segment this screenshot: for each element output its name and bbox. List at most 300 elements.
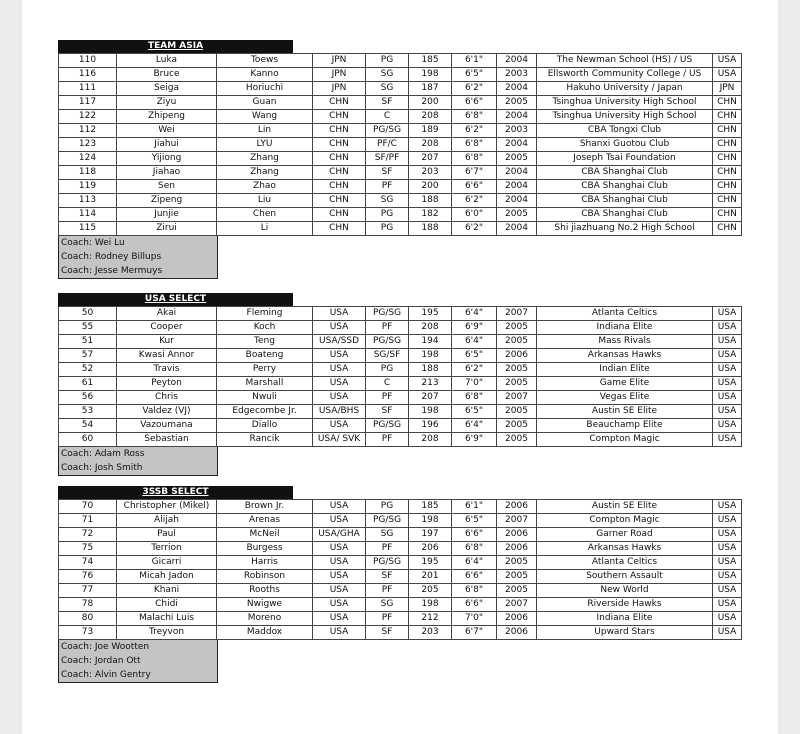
cell-position: PG xyxy=(366,54,409,68)
cell-country: USA xyxy=(713,363,742,377)
cell-height-ft: 6'8" xyxy=(452,391,497,405)
cell-height-ft: 6'6" xyxy=(452,528,497,542)
cell-number: 77 xyxy=(59,584,117,598)
cell-school-club: Mass Rivals xyxy=(537,335,713,349)
cell-nationality: USA xyxy=(313,612,366,626)
cell-height-cm: 200 xyxy=(409,96,452,110)
cell-nationality: JPN xyxy=(313,68,366,82)
table-row xyxy=(59,391,742,405)
cell-country: USA xyxy=(713,307,742,321)
cell-first-name: Peyton xyxy=(117,377,217,391)
cell-nationality: USA xyxy=(313,598,366,612)
cell-country: USA xyxy=(713,626,742,640)
cell-position: PG/SG xyxy=(366,419,409,433)
coaches-box xyxy=(58,236,218,279)
cell-last-name: Guan xyxy=(217,96,313,110)
cell-country: USA xyxy=(713,405,742,419)
cell-position: PF xyxy=(366,180,409,194)
cell-height-ft: 6'2" xyxy=(452,82,497,96)
cell-position: PF xyxy=(366,584,409,598)
cell-birth-year: 2006 xyxy=(497,626,537,640)
cell-school-club: Beauchamp Elite xyxy=(537,419,713,433)
cell-nationality: USA/SSD xyxy=(313,335,366,349)
cell-height-ft: 6'6" xyxy=(452,598,497,612)
cell-position: SG xyxy=(366,68,409,82)
cell-birth-year: 2003 xyxy=(497,124,537,138)
cell-first-name: Malachi Luis xyxy=(117,612,217,626)
cell-height-ft: 6'5" xyxy=(452,349,497,363)
cell-first-name: Travis xyxy=(117,363,217,377)
cell-nationality: USA xyxy=(313,500,366,514)
cell-school-club: Arkansas Hawks xyxy=(537,349,713,363)
cell-last-name: Kanno xyxy=(217,68,313,82)
cell-first-name: Kwasi Annor xyxy=(117,349,217,363)
cell-birth-year: 2005 xyxy=(497,152,537,166)
cell-number: 71 xyxy=(59,514,117,528)
cell-first-name: Gicarri xyxy=(117,556,217,570)
cell-height-ft: 6'7" xyxy=(452,166,497,180)
cell-school-club: Indiana Elite xyxy=(537,612,713,626)
cell-last-name: Chen xyxy=(217,208,313,222)
cell-position: SF xyxy=(366,405,409,419)
cell-country: USA xyxy=(713,584,742,598)
coach-line: Coach: Adam Ross xyxy=(61,449,145,459)
table-row xyxy=(59,349,742,363)
cell-height-cm: 188 xyxy=(409,222,452,236)
cell-first-name: Kur xyxy=(117,335,217,349)
cell-nationality: USA/BHS xyxy=(313,405,366,419)
cell-height-cm: 203 xyxy=(409,626,452,640)
cell-country: CHN xyxy=(713,138,742,152)
cell-height-cm: 198 xyxy=(409,514,452,528)
cell-birth-year: 2005 xyxy=(497,321,537,335)
cell-number: 50 xyxy=(59,307,117,321)
cell-nationality: USA xyxy=(313,377,366,391)
cell-height-ft: 6'7" xyxy=(452,626,497,640)
table-row xyxy=(59,528,742,542)
cell-school-club: Compton Magic xyxy=(537,433,713,447)
cell-birth-year: 2005 xyxy=(497,556,537,570)
cell-height-ft: 6'9" xyxy=(452,321,497,335)
table-row xyxy=(59,110,742,124)
cell-country: USA xyxy=(713,391,742,405)
roster-sheet xyxy=(22,0,778,734)
table-row xyxy=(59,377,742,391)
cell-last-name: Rancik xyxy=(217,433,313,447)
cell-height-cm: 212 xyxy=(409,612,452,626)
cell-number: 111 xyxy=(59,82,117,96)
cell-number: 76 xyxy=(59,570,117,584)
cell-birth-year: 2005 xyxy=(497,208,537,222)
cell-height-ft: 6'8" xyxy=(452,152,497,166)
cell-school-club: CBA Shanghai Club xyxy=(537,180,713,194)
cell-last-name: Zhang xyxy=(217,166,313,180)
cell-school-club: Riverside Hawks xyxy=(537,598,713,612)
cell-last-name: Fleming xyxy=(217,307,313,321)
cell-birth-year: 2005 xyxy=(497,584,537,598)
roster-table xyxy=(58,499,742,640)
cell-height-ft: 6'2" xyxy=(452,222,497,236)
cell-nationality: USA xyxy=(313,349,366,363)
cell-country: CHN xyxy=(713,222,742,236)
cell-first-name: Khani xyxy=(117,584,217,598)
cell-number: 53 xyxy=(59,405,117,419)
cell-height-ft: 6'4" xyxy=(452,419,497,433)
cell-height-cm: 197 xyxy=(409,528,452,542)
cell-country: CHN xyxy=(713,180,742,194)
cell-last-name: Liu xyxy=(217,194,313,208)
cell-nationality: USA/ SVK xyxy=(313,433,366,447)
cell-first-name: Treyvon xyxy=(117,626,217,640)
cell-last-name: Nwuli xyxy=(217,391,313,405)
cell-school-club: Arkansas Hawks xyxy=(537,542,713,556)
cell-position: PF xyxy=(366,391,409,405)
cell-first-name: Ziyu xyxy=(117,96,217,110)
cell-school-club: New World xyxy=(537,584,713,598)
cell-first-name: Seiga xyxy=(117,82,217,96)
cell-height-cm: 213 xyxy=(409,377,452,391)
cell-first-name: Akai xyxy=(117,307,217,321)
table-row xyxy=(59,321,742,335)
cell-country: USA xyxy=(713,349,742,363)
cell-number: 117 xyxy=(59,96,117,110)
cell-number: 115 xyxy=(59,222,117,236)
cell-last-name: Brown Jr. xyxy=(217,500,313,514)
cell-number: 55 xyxy=(59,321,117,335)
cell-position: PG/SG xyxy=(366,335,409,349)
cell-birth-year: 2005 xyxy=(497,96,537,110)
cell-birth-year: 2005 xyxy=(497,419,537,433)
cell-country: USA xyxy=(713,54,742,68)
cell-birth-year: 2004 xyxy=(497,180,537,194)
cell-nationality: USA xyxy=(313,570,366,584)
table-row xyxy=(59,556,742,570)
cell-first-name: Paul xyxy=(117,528,217,542)
cell-first-name: Alijah xyxy=(117,514,217,528)
cell-first-name: Sen xyxy=(117,180,217,194)
cell-nationality: JPN xyxy=(313,82,366,96)
cell-number: 118 xyxy=(59,166,117,180)
cell-height-cm: 205 xyxy=(409,584,452,598)
cell-school-club: Joseph Tsai Foundation xyxy=(537,152,713,166)
cell-country: CHN xyxy=(713,194,742,208)
cell-position: SG xyxy=(366,598,409,612)
cell-nationality: CHN xyxy=(313,208,366,222)
cell-nationality: CHN xyxy=(313,180,366,194)
cell-country: CHN xyxy=(713,110,742,124)
cell-height-ft: 6'2" xyxy=(452,124,497,138)
cell-first-name: Vazoumana xyxy=(117,419,217,433)
cell-number: 114 xyxy=(59,208,117,222)
cell-school-club: Shi jiazhuang No.2 High School xyxy=(537,222,713,236)
cell-number: 113 xyxy=(59,194,117,208)
cell-country: USA xyxy=(713,419,742,433)
cell-last-name: Zhao xyxy=(217,180,313,194)
cell-height-cm: 196 xyxy=(409,419,452,433)
cell-school-club: CBA Shanghai Club xyxy=(537,208,713,222)
cell-first-name: Zirui xyxy=(117,222,217,236)
cell-nationality: USA xyxy=(313,556,366,570)
cell-height-cm: 201 xyxy=(409,570,452,584)
cell-school-club: Shanxi Guotou Club xyxy=(537,138,713,152)
cell-birth-year: 2004 xyxy=(497,138,537,152)
table-row xyxy=(59,152,742,166)
table-row xyxy=(59,612,742,626)
cell-birth-year: 2007 xyxy=(497,391,537,405)
cell-first-name: Junjie xyxy=(117,208,217,222)
cell-number: 122 xyxy=(59,110,117,124)
cell-position: PG/SG xyxy=(366,124,409,138)
cell-country: USA xyxy=(713,528,742,542)
cell-height-ft: 6'2" xyxy=(452,363,497,377)
cell-height-ft: 6'5" xyxy=(452,514,497,528)
cell-position: PG xyxy=(366,500,409,514)
cell-last-name: LYU xyxy=(217,138,313,152)
cell-country: CHN xyxy=(713,166,742,180)
table-row xyxy=(59,433,742,447)
cell-position: PG xyxy=(366,222,409,236)
cell-number: 72 xyxy=(59,528,117,542)
cell-last-name: Burgess xyxy=(217,542,313,556)
cell-number: 119 xyxy=(59,180,117,194)
cell-nationality: USA xyxy=(313,321,366,335)
table-row xyxy=(59,419,742,433)
table-row xyxy=(59,584,742,598)
cell-position: PF xyxy=(366,433,409,447)
cell-birth-year: 2004 xyxy=(497,166,537,180)
cell-school-club: Ellsworth Community College / US xyxy=(537,68,713,82)
cell-school-club: Indiana Elite xyxy=(537,321,713,335)
cell-country: USA xyxy=(713,542,742,556)
cell-school-club: Vegas Elite xyxy=(537,391,713,405)
cell-school-club: The Newman School (HS) / US xyxy=(537,54,713,68)
table-row xyxy=(59,68,742,82)
cell-last-name: Marshall xyxy=(217,377,313,391)
cell-height-cm: 185 xyxy=(409,54,452,68)
cell-nationality: CHN xyxy=(313,138,366,152)
roster-table xyxy=(58,306,742,447)
cell-last-name: Li xyxy=(217,222,313,236)
section-title: USA SELECT xyxy=(144,294,207,304)
cell-nationality: CHN xyxy=(313,222,366,236)
table-row xyxy=(59,180,742,194)
table-row xyxy=(59,124,742,138)
cell-first-name: Luka xyxy=(117,54,217,68)
cell-last-name: Lin xyxy=(217,124,313,138)
cell-country: USA xyxy=(713,68,742,82)
cell-school-club: Game Elite xyxy=(537,377,713,391)
cell-first-name: Valdez (VJ) xyxy=(117,405,217,419)
cell-height-cm: 208 xyxy=(409,138,452,152)
cell-school-club: Upward Stars xyxy=(537,626,713,640)
cell-last-name: Diallo xyxy=(217,419,313,433)
team-asia-section xyxy=(58,40,742,279)
cell-birth-year: 2004 xyxy=(497,110,537,124)
cell-last-name: Wang xyxy=(217,110,313,124)
cell-height-cm: 198 xyxy=(409,68,452,82)
cell-birth-year: 2004 xyxy=(497,82,537,96)
cell-height-cm: 200 xyxy=(409,180,452,194)
cell-last-name: Zhang xyxy=(217,152,313,166)
cell-height-cm: 203 xyxy=(409,166,452,180)
cell-position: PG xyxy=(366,208,409,222)
cell-country: USA xyxy=(713,570,742,584)
cell-first-name: Wei xyxy=(117,124,217,138)
cell-height-cm: 195 xyxy=(409,556,452,570)
cell-position: PF xyxy=(366,612,409,626)
cell-position: PG xyxy=(366,363,409,377)
table-row xyxy=(59,138,742,152)
cell-birth-year: 2004 xyxy=(497,222,537,236)
table-row xyxy=(59,96,742,110)
cell-height-ft: 6'8" xyxy=(452,138,497,152)
cell-height-ft: 6'4" xyxy=(452,556,497,570)
cell-last-name: Boateng xyxy=(217,349,313,363)
cell-height-ft: 6'0" xyxy=(452,208,497,222)
cell-birth-year: 2006 xyxy=(497,528,537,542)
cell-nationality: CHN xyxy=(313,110,366,124)
cell-school-club: CBA Shanghai Club xyxy=(537,166,713,180)
cell-country: USA xyxy=(713,335,742,349)
cell-position: SG/SF xyxy=(366,349,409,363)
cell-height-cm: 198 xyxy=(409,598,452,612)
coach-line: Coach: Jesse Mermuys xyxy=(61,266,163,276)
table-row xyxy=(59,82,742,96)
cell-birth-year: 2005 xyxy=(497,363,537,377)
cell-school-club: Tsinghua University High School xyxy=(537,96,713,110)
cell-last-name: Robinson xyxy=(217,570,313,584)
cell-height-cm: 194 xyxy=(409,335,452,349)
cell-birth-year: 2007 xyxy=(497,598,537,612)
table-row xyxy=(59,598,742,612)
cell-number: 124 xyxy=(59,152,117,166)
cell-number: 116 xyxy=(59,68,117,82)
section-header xyxy=(58,40,293,53)
table-row xyxy=(59,194,742,208)
coach-line: Coach: Wei Lu xyxy=(61,238,125,248)
cell-country: USA xyxy=(713,556,742,570)
cell-country: USA xyxy=(713,321,742,335)
cell-nationality: USA xyxy=(313,584,366,598)
table-row xyxy=(59,166,742,180)
cell-height-ft: 6'5" xyxy=(452,68,497,82)
cell-last-name: Edgecombe Jr. xyxy=(217,405,313,419)
cell-height-cm: 198 xyxy=(409,405,452,419)
cell-height-ft: 6'8" xyxy=(452,110,497,124)
cell-country: USA xyxy=(713,377,742,391)
cell-number: 54 xyxy=(59,419,117,433)
cell-birth-year: 2006 xyxy=(497,500,537,514)
cell-last-name: Arenas xyxy=(217,514,313,528)
table-row xyxy=(59,307,742,321)
cell-school-club: Compton Magic xyxy=(537,514,713,528)
cell-height-cm: 198 xyxy=(409,349,452,363)
cell-first-name: Zipeng xyxy=(117,194,217,208)
cell-nationality: USA xyxy=(313,391,366,405)
cell-nationality: USA/GHA xyxy=(313,528,366,542)
cell-birth-year: 2006 xyxy=(497,542,537,556)
table-row xyxy=(59,542,742,556)
cell-position: PF xyxy=(366,542,409,556)
cell-first-name: Cooper xyxy=(117,321,217,335)
cell-nationality: USA xyxy=(313,419,366,433)
cell-height-ft: 6'8" xyxy=(452,542,497,556)
cell-number: 57 xyxy=(59,349,117,363)
coach-line: Coach: Alvin Gentry xyxy=(61,670,151,680)
3ssb-select-section xyxy=(58,486,742,683)
cell-nationality: USA xyxy=(313,626,366,640)
cell-country: USA xyxy=(713,433,742,447)
coach-line: Coach: Rodney Billups xyxy=(61,252,162,262)
cell-position: C xyxy=(366,110,409,124)
cell-last-name: Moreno xyxy=(217,612,313,626)
cell-height-ft: 6'1" xyxy=(452,500,497,514)
table-row xyxy=(59,570,742,584)
cell-school-club: CBA Tongxi Club xyxy=(537,124,713,138)
section-title: 3SSB SELECT xyxy=(142,487,209,497)
cell-school-club: Tsinghua University High School xyxy=(537,110,713,124)
section-header xyxy=(58,486,293,499)
table-row xyxy=(59,514,742,528)
cell-height-ft: 6'1" xyxy=(452,54,497,68)
cell-birth-year: 2003 xyxy=(497,68,537,82)
cell-height-ft: 6'6" xyxy=(452,180,497,194)
cell-nationality: USA xyxy=(313,514,366,528)
cell-school-club: Garner Road xyxy=(537,528,713,542)
cell-country: USA xyxy=(713,612,742,626)
cell-height-ft: 6'2" xyxy=(452,194,497,208)
cell-position: SG xyxy=(366,528,409,542)
cell-nationality: CHN xyxy=(313,194,366,208)
cell-last-name: Teng xyxy=(217,335,313,349)
cell-last-name: Rooths xyxy=(217,584,313,598)
cell-nationality: CHN xyxy=(313,152,366,166)
cell-position: SG xyxy=(366,194,409,208)
cell-number: 75 xyxy=(59,542,117,556)
cell-last-name: Harris xyxy=(217,556,313,570)
cell-last-name: Koch xyxy=(217,321,313,335)
cell-birth-year: 2005 xyxy=(497,377,537,391)
table-row xyxy=(59,626,742,640)
cell-position: PG/SG xyxy=(366,556,409,570)
coach-line: Coach: Jordan Ott xyxy=(61,656,141,666)
cell-first-name: Bruce xyxy=(117,68,217,82)
cell-height-cm: 185 xyxy=(409,500,452,514)
cell-height-cm: 195 xyxy=(409,307,452,321)
cell-number: 60 xyxy=(59,433,117,447)
cell-nationality: USA xyxy=(313,363,366,377)
cell-school-club: Atlanta Celtics xyxy=(537,556,713,570)
cell-height-cm: 188 xyxy=(409,194,452,208)
cell-number: 70 xyxy=(59,500,117,514)
usa-select-section xyxy=(58,293,742,476)
cell-height-ft: 6'4" xyxy=(452,307,497,321)
cell-last-name: Nwigwe xyxy=(217,598,313,612)
cell-number: 74 xyxy=(59,556,117,570)
cell-height-cm: 207 xyxy=(409,152,452,166)
cell-nationality: JPN xyxy=(313,54,366,68)
cell-school-club: CBA Shanghai Club xyxy=(537,194,713,208)
cell-birth-year: 2004 xyxy=(497,194,537,208)
cell-nationality: CHN xyxy=(313,96,366,110)
table-row xyxy=(59,54,742,68)
cell-birth-year: 2005 xyxy=(497,335,537,349)
cell-school-club: Indian Elite xyxy=(537,363,713,377)
cell-last-name: Maddox xyxy=(217,626,313,640)
table-row xyxy=(59,208,742,222)
cell-number: 112 xyxy=(59,124,117,138)
cell-height-ft: 6'6" xyxy=(452,96,497,110)
